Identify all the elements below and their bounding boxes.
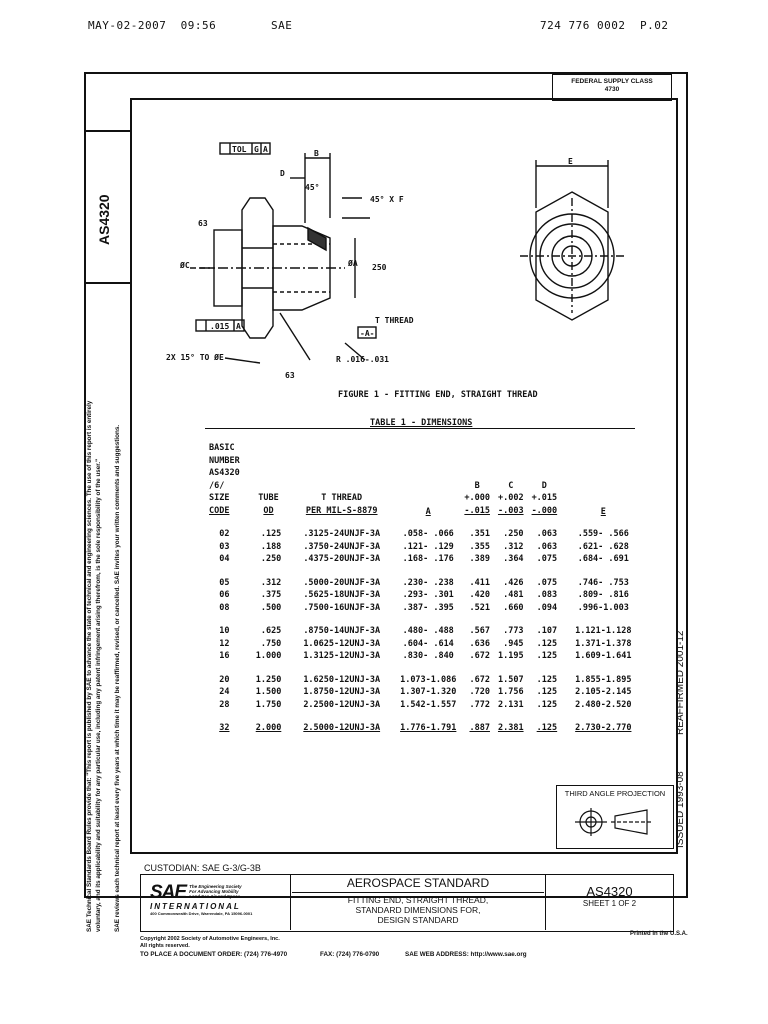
title-line-1: FITTING END, STRAIGHT THREAD, [347, 895, 489, 905]
table-cell: .672 [469, 651, 490, 661]
left-note-1: SAE Technical Standards Board Rules provide that: "This report is published by SAE to advance the state of technical and engineering sciences. The use of this report is entirely [86, 400, 93, 932]
table-cell: .481 [503, 590, 524, 600]
footer-web: SAE WEB ADDRESS: http://www.sae.org [405, 951, 527, 958]
table-cell: 1.776-1.791 [400, 723, 457, 733]
table-top-rule [205, 428, 635, 429]
table-cell: .121- .129 [402, 541, 454, 552]
table-cell: 2.5000-12UNJ-3A [303, 723, 381, 733]
third-angle-box [556, 785, 674, 849]
sae-logo [150, 884, 288, 916]
table-cell: .058- .066 [402, 529, 454, 539]
federal-supply-value: 4730 [604, 86, 620, 93]
tol015-label: .015 [210, 322, 230, 331]
footer-copyright: Copyright 2002 Society of Automotive Engineers, Inc. All rights reserved. [140, 936, 280, 949]
table-cell: 1.371-1.378 [575, 638, 632, 649]
table-cell: .772 [469, 699, 490, 710]
table-cell: .996-1.003 [577, 602, 629, 613]
header-basic: BASIC NUMBER AS4320 /6/ SIZE CODE [209, 443, 240, 516]
table-cell: .621- .628 [577, 541, 629, 552]
table-cell: 1.855-1.895 [575, 674, 632, 685]
table-row [205, 722, 635, 735]
table-title: TABLE 1 - DIMENSIONS [370, 418, 473, 428]
table-cell: .480- .488 [402, 626, 454, 636]
table-row [205, 577, 635, 590]
table-cell: 1.073-1.086 [400, 674, 457, 685]
table-row [205, 553, 635, 566]
table-cell: .604- .614 [402, 638, 454, 649]
table-cell: 32 [219, 723, 230, 733]
g-label: G [254, 145, 259, 154]
table-cell: 06 [219, 590, 230, 600]
table-cell: 2.730-2.770 [575, 723, 632, 733]
table-cell: 20 [219, 674, 230, 685]
table-cell: .746- .753 [577, 577, 629, 588]
chamfer-label: 45° X F [370, 195, 404, 204]
table-cell: .188 [260, 541, 282, 552]
table-cell: .168- .176 [402, 554, 454, 564]
table-cell: .830- .840 [402, 651, 454, 661]
row-gap [205, 663, 635, 674]
table-cell: 2.381 [497, 723, 524, 733]
title-line-2: STANDARD DIMENSIONS FOR, [355, 905, 481, 915]
table-row [205, 602, 635, 615]
table-cell: 2.2500-12UNJ-3A [303, 699, 381, 710]
table-cell: .4375-20UNJF-3A [303, 554, 381, 564]
table-cell: .887 [469, 723, 490, 733]
table-cell: .5625-18UNJF-3A [303, 590, 381, 600]
table-row [205, 686, 635, 699]
title-divider-1 [290, 874, 291, 930]
table-cell: .945 [503, 638, 524, 649]
sheet-number: SHEET 1 OF 2 [582, 899, 637, 908]
table-cell: .389 [469, 554, 490, 564]
table-cell: 05 [219, 577, 230, 588]
tol-label: TOL [232, 145, 247, 154]
sae-tagline: The Engineering Society For Advancing Mobility Land Sea Air and Space [189, 884, 242, 899]
table-cell: .411 [469, 577, 490, 588]
left-note-2: voluntary, and its applicability and suitability for any particular use, including any patent infringement arising therefrom, is the sole responsibility of the user." [95, 458, 102, 932]
table-cell: 1.000 [255, 651, 282, 661]
table-cell: 1.8750-12UNJ-3A [303, 687, 381, 697]
table-cell: 1.195 [497, 651, 524, 661]
table-cell: 03 [219, 541, 230, 552]
table-cell: 1.307-1.320 [400, 687, 457, 697]
table-cell: .094 [536, 602, 558, 613]
row-gap [205, 566, 635, 577]
a-ref-label: A [263, 145, 268, 154]
table-cell: .567 [469, 626, 490, 636]
table-cell: 08 [219, 602, 230, 613]
header-tube: TUBE OD [258, 493, 279, 516]
table-cell: .672 [469, 674, 490, 685]
table-header-row [205, 442, 635, 517]
table-cell: .500 [260, 602, 282, 613]
table-cell: .559- .566 [577, 529, 629, 539]
table-cell: 28 [219, 699, 230, 710]
table-cell: 2.000 [255, 723, 282, 733]
footer-order: TO PLACE A DOCUMENT ORDER: (724) 776-4970 [140, 951, 288, 958]
table-cell: .250 [260, 554, 282, 564]
table-row [205, 638, 635, 651]
printed-in: Printed in the U.S.A. [630, 931, 688, 937]
federal-supply-box [552, 74, 672, 101]
table-cell: .107 [536, 626, 558, 636]
table-cell: 2.480-2.520 [575, 699, 632, 710]
title-line-3: DESIGN STANDARD [377, 915, 459, 925]
table-row [205, 699, 635, 712]
table-cell: .809- .816 [577, 590, 629, 600]
table-cell: 1.3125-12UNJ-3A [303, 651, 381, 661]
table-cell: 1.542-1.557 [400, 699, 457, 710]
title-divider-2 [545, 874, 546, 930]
radius-label: R .016-.031 [336, 355, 389, 364]
federal-supply-label: FEDERAL SUPPLY CLASS [571, 78, 653, 85]
table-cell: .660 [503, 602, 524, 613]
thread-label: T THREAD [375, 316, 414, 325]
table-cell: 1.6250-12UNJ-3A [303, 674, 381, 685]
table-cell: .3125-24UNJF-3A [303, 529, 381, 539]
table-cell: 12 [219, 638, 230, 649]
sae-address: 400 Commonwealth Drive, Warrendale, PA 15096-0001 [150, 911, 253, 916]
table-cell: 1.609-1.641 [575, 651, 632, 661]
table-cell: .075 [536, 554, 558, 564]
table-row [205, 674, 635, 687]
a-label: ØA [348, 259, 358, 268]
table-cell: .375 [260, 590, 282, 600]
table-cell: .125 [536, 699, 558, 710]
thread-ref-label: -A- [360, 329, 375, 338]
table-cell: 2.131 [497, 699, 524, 710]
table-cell: .364 [503, 554, 524, 564]
table-cell: 1.500 [255, 687, 282, 697]
table-cell: 10 [219, 626, 230, 636]
table-cell: .083 [536, 590, 558, 600]
header-b: B +.000 -.015 [464, 480, 490, 516]
table-cell: .293- .301 [402, 590, 454, 600]
third-angle-label: THIRD ANGLE PROJECTION [564, 789, 666, 798]
table-cell: .125 [536, 723, 558, 733]
table-cell: 1.756 [497, 687, 524, 697]
header-d: D +.015 -.000 [531, 480, 558, 516]
table-cell: 16 [219, 651, 230, 661]
table-cell: 02 [219, 529, 230, 539]
fax-sender: SAE [271, 19, 293, 32]
table-cell: 04 [219, 554, 230, 564]
table-cell: 24 [219, 687, 230, 697]
table-cell: .125 [260, 529, 282, 539]
table-cell: .387- .395 [402, 602, 454, 613]
table-cell: .625 [260, 626, 282, 636]
table-row [205, 589, 635, 602]
row-gap [205, 614, 635, 625]
sae-intl: INTERNATIONAL [150, 902, 241, 911]
table-cell: .125 [536, 687, 558, 697]
reaffirmed-stamp: REAFFIRMED 2001-12 [675, 630, 686, 735]
table-cell: .750 [260, 638, 282, 649]
table-cell: .351 [469, 529, 490, 539]
table-cell: .063 [536, 541, 558, 552]
table-cell: .250 [503, 529, 524, 539]
e-label: E [568, 157, 573, 166]
header-a: A [425, 507, 431, 517]
fitting-drawing [130, 98, 674, 398]
table-cell: .7500-16UNJF-3A [303, 602, 381, 613]
finish250-label: 250 [372, 263, 387, 272]
issued-stamp: ISSUED 1993-08 [675, 771, 686, 848]
table-cell: .230- .238 [402, 577, 454, 588]
table-cell: .420 [469, 590, 490, 600]
table-cell: .125 [536, 674, 558, 685]
d-label: D [280, 169, 285, 178]
sae-mark: SAE [150, 882, 187, 903]
table-row [205, 625, 635, 638]
row-gap [205, 711, 635, 722]
angle15-label: 2X 15° TO ØE [166, 353, 224, 362]
table-cell: 1.250 [255, 674, 282, 685]
table-cell: .312 [503, 541, 524, 552]
a-ref2-label: A [236, 322, 241, 331]
doc-number: AS4320 [586, 884, 633, 899]
table-cell: .125 [536, 638, 558, 649]
table-cell: .8750-14UNJF-3A [303, 626, 381, 636]
table-cell: .720 [469, 687, 490, 697]
b-label: B [314, 149, 319, 158]
table-cell: .684- .691 [577, 554, 629, 564]
table-row [205, 528, 635, 541]
table-cell: 1.0625-12UNJ-3A [303, 638, 381, 649]
title-content [292, 874, 544, 925]
finish63-label: 63 [198, 219, 208, 228]
dimension-table [205, 442, 635, 735]
custodian: CUSTODIAN: SAE G-3/G-3B [144, 863, 261, 873]
left-note-3: SAE reviews each technical report at least every five years at which time it may be reaffirmed, revised, or cancelled. SAE invites your written comments and suggestions. [114, 424, 121, 932]
title-heading: AEROSPACE STANDARD [292, 874, 544, 893]
table-cell: .075 [536, 577, 558, 588]
header-thread: T THREAD PER MIL-S-8879 [305, 493, 378, 516]
table-cell: .636 [469, 638, 490, 649]
header-c: C +.002 -.003 [497, 480, 524, 516]
table-cell: .521 [469, 602, 490, 613]
fax-date: MAY-02-2007 09:56 [88, 19, 217, 32]
fax-page: P.02 [640, 19, 669, 32]
table-cell: .3750-24UNJF-3A [303, 541, 381, 552]
table-cell: .125 [536, 651, 558, 661]
dimension-table-wrap [205, 442, 635, 735]
table-row [205, 541, 635, 554]
table-cell: .773 [503, 626, 524, 636]
fax-phone: 724 776 0002 [540, 19, 626, 32]
table-cell: .355 [469, 541, 490, 552]
doc-number-block [547, 884, 672, 908]
projection-symbol [557, 798, 673, 842]
table-cell: 2.105-2.145 [575, 687, 632, 697]
table-cell: .312 [260, 577, 282, 588]
table-cell: 1.507 [497, 674, 524, 685]
header-e: E [600, 507, 606, 517]
side-id: AS4320 [96, 194, 112, 245]
table-cell: .426 [503, 577, 524, 588]
footer-fax: FAX: (724) 776-0790 [320, 951, 380, 958]
table-body [205, 517, 635, 735]
finish63b-label: 63 [285, 371, 295, 380]
table-cell: .5000-20UNJF-3A [303, 577, 381, 588]
table-cell: .063 [536, 529, 558, 539]
table-cell: 1.750 [255, 699, 282, 710]
table-row [205, 650, 635, 663]
figure-caption: FIGURE 1 - FITTING END, STRAIGHT THREAD [338, 390, 538, 400]
table-cell: 1.121-1.128 [575, 626, 632, 636]
c-label: ØC [180, 261, 190, 270]
row-gap [205, 517, 635, 528]
angle45-label: 45° [305, 183, 320, 192]
